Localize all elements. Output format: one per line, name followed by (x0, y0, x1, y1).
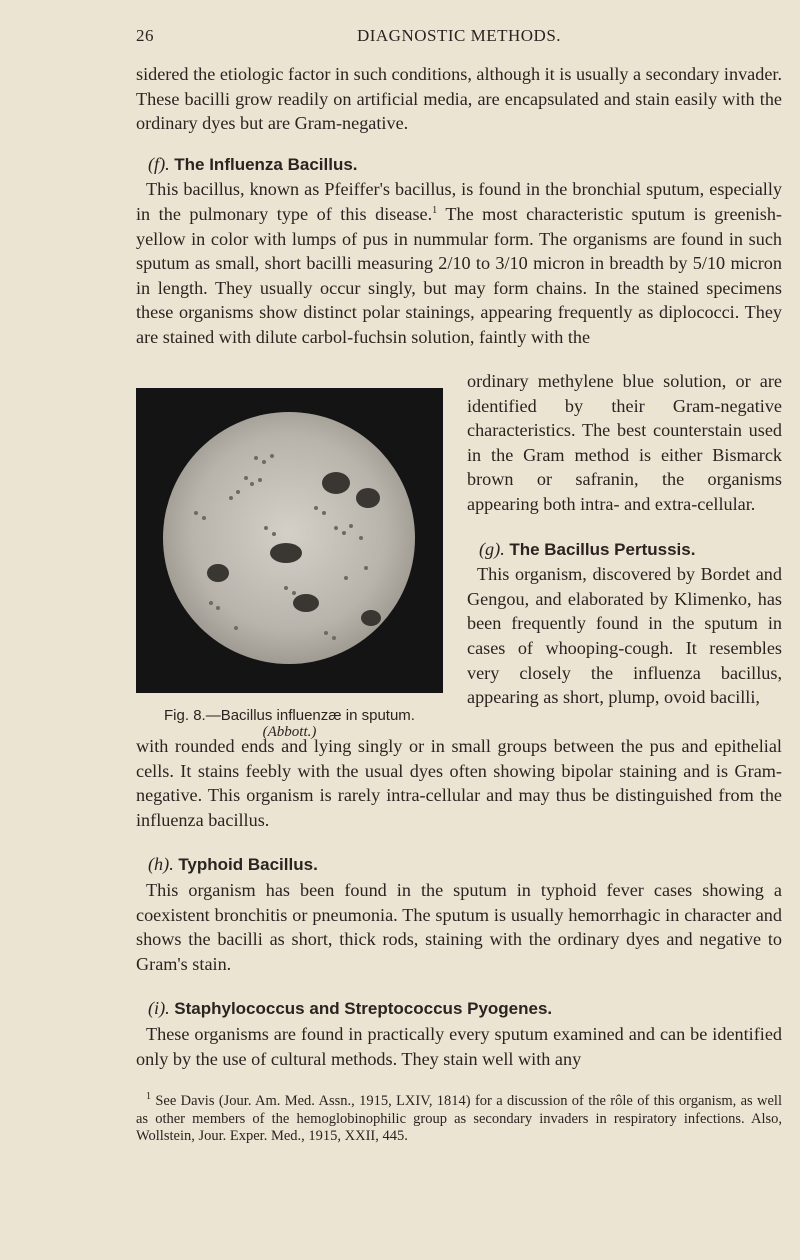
wrap-column (467, 369, 782, 710)
pertussis-wrap-text: This organism, discovered by Bordet and Gengou, and elaborated by Klimenko, has been frequently found in the sputum in cases of whooping-cough. It resembles very closely the influenza bacillus, appearing as short, plump, ovoid bacilli, (467, 564, 782, 708)
section-heading-h (136, 852, 782, 878)
intro-paragraph: sidered the etiologic factor in such conditions, although it is usually a secondary invader. These bacilli grow readily on artificial media, are encapsulated and stain easily with the ordinary dyes but are Gram-negative. (136, 64, 783, 134)
influenza-paragraph (136, 177, 782, 349)
figure-micrograph (136, 388, 443, 693)
influenza-text-2: The most characteristic sputum is greenish-yellow in color with lumps of pus in nummular form. The organisms are found in such sputum as small, short bacilli measuring 2/10 to 3/10 micron in breadth by 5/10 micron in length. They usually occur singly, but may form chains. In the stained specimens these organisms show distinct polar stainings, appearing frequently as diplococci. They are stained with dilute carbol-fuchsin solution, faintly with the (136, 203, 782, 347)
footnotes (136, 1093, 782, 1146)
section-title: Typhoid Bacillus. (178, 855, 318, 875)
body-text-top (136, 62, 782, 350)
section-label: (h). (148, 854, 174, 875)
section-label: (i). (148, 998, 170, 1019)
staph-paragraph: These organisms are found in practically every sputum examined and can be identified only by the use of cultural methods. They stain well with any (136, 1023, 782, 1069)
footnote-text: See Davis (Jour. Am. Med. Assn., 1915, LXIV, 1814) for a discussion of the rôle of this organism, as well as other members of the hemoglobinophilic group as secondary invaders in respiratory infections. Also, Wollstein, Jour. Exper. Med., 1915, XXII, 445. (136, 1093, 782, 1144)
footnote-1 (136, 1093, 782, 1146)
caption-text: Fig. 8.—Bacillus influenzæ in sputum. (164, 707, 415, 724)
pertussis-continued: with rounded ends and lying singly or in small groups between the pus and epithelial cells. It stains feebly with the usual dyes often showing bipolar staining and is Gram-negative. This organism is rarely intra-cellular and may thus be distinguished from the influenza bacillus. (136, 736, 782, 830)
section-title: The Influenza Bacillus. (174, 154, 358, 174)
page-header (136, 26, 782, 50)
body-text-bottom (136, 734, 782, 1071)
running-head: DIAGNOSTIC METHODS. (356, 26, 562, 45)
section-title: The Bacillus Pertussis. (509, 539, 696, 559)
page-number: 26 (136, 26, 154, 45)
influenza-wrap-text: ordinary methylene blue solution, or are identified by their Gram-negative characteristics. The best counterstain used in the Gram method is either Bismarck brown or safranin, the organisms appearing both intra- and extra-cellular. (467, 371, 782, 514)
section-label: (f). (148, 153, 170, 174)
section-heading-i (136, 996, 782, 1022)
section-heading-f (136, 152, 782, 178)
section-title: Staphylococcus and Streptococcus Pyogenes. (174, 999, 553, 1019)
footnote-ref: 1 (432, 204, 438, 216)
micrograph-image (136, 388, 443, 693)
section-label: (g). (479, 538, 505, 559)
typhoid-paragraph: This organism has been found in the sputum in typhoid fever cases showing a coexistent bronchitis or pneumonia. The sputum is usually hemorrhagic in character and shows the bacilli as short, thick rods, staining with the ordinary dyes and negative to Gram's stain. (136, 879, 782, 974)
footnote-marker: 1 (146, 1091, 151, 1103)
caption-source: (Abbott.) (262, 724, 317, 740)
section-heading-g (467, 537, 782, 563)
influenza-text-1: This bacillus, known as Pfeiffer's bacillus, is found in the bronchial sputum, especially in the pulmonary type of this disease. (136, 179, 782, 224)
